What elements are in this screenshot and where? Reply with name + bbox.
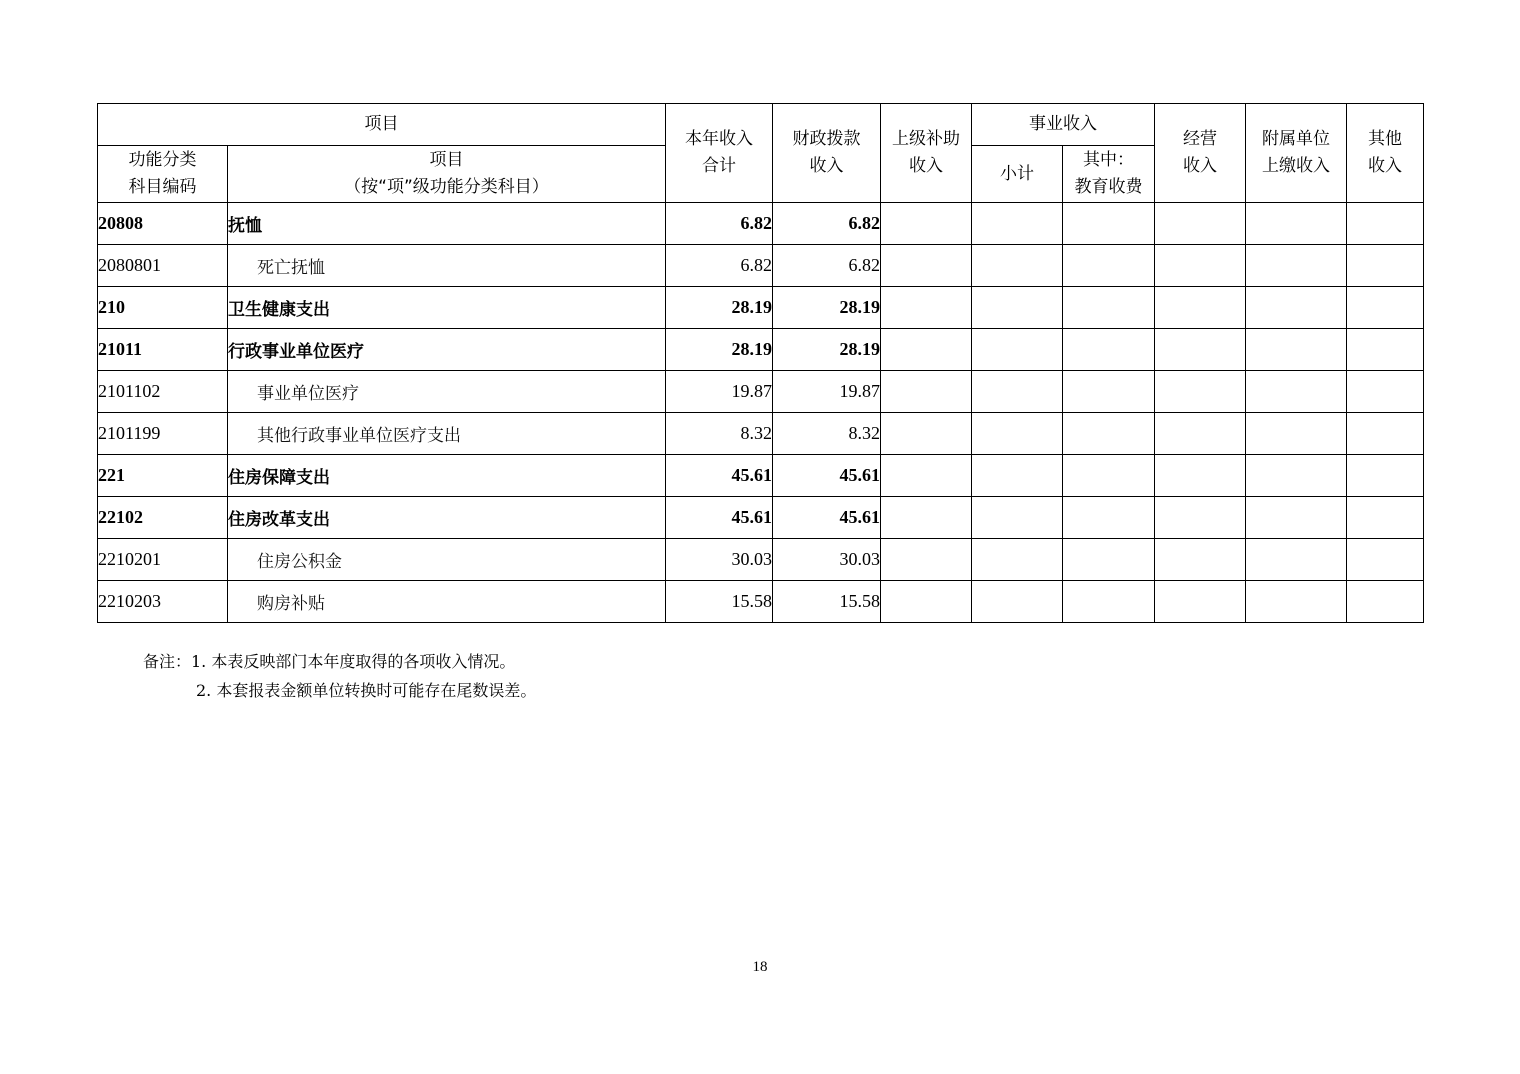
empty-cell xyxy=(1155,371,1246,413)
header-operating: 经营 收入 xyxy=(1155,104,1246,203)
empty-cell xyxy=(1063,539,1155,581)
row-code: 2210201 xyxy=(98,539,228,581)
empty-cell xyxy=(972,329,1063,371)
empty-cell xyxy=(972,581,1063,623)
table-row xyxy=(98,329,1424,371)
row-total: 8.32 xyxy=(666,413,773,455)
income-table xyxy=(97,103,1424,623)
row-name: 死亡抚恤 xyxy=(228,245,666,287)
empty-cell xyxy=(1246,329,1347,371)
empty-cell xyxy=(1347,413,1424,455)
table-row xyxy=(98,245,1424,287)
empty-cell xyxy=(1347,287,1424,329)
empty-cell xyxy=(1246,371,1347,413)
header-education: 其中： 教育收费 xyxy=(1063,146,1155,203)
row-total: 28.19 xyxy=(666,287,773,329)
empty-cell xyxy=(881,455,972,497)
row-name: 住房保障支出 xyxy=(228,455,666,497)
empty-cell xyxy=(1063,203,1155,245)
empty-cell xyxy=(881,497,972,539)
header-total: 本年收入 合计 xyxy=(666,104,773,203)
table-row xyxy=(98,413,1424,455)
empty-cell xyxy=(881,287,972,329)
empty-cell xyxy=(1347,245,1424,287)
row-fiscal: 45.61 xyxy=(773,455,881,497)
empty-cell xyxy=(1347,371,1424,413)
empty-cell xyxy=(1347,497,1424,539)
page-number: 18 xyxy=(752,959,768,975)
empty-cell xyxy=(972,203,1063,245)
empty-cell xyxy=(972,287,1063,329)
table-row xyxy=(98,497,1424,539)
row-code: 210 xyxy=(98,287,228,329)
row-fiscal: 6.82 xyxy=(773,245,881,287)
empty-cell xyxy=(972,413,1063,455)
row-total: 15.58 xyxy=(666,581,773,623)
empty-cell xyxy=(1063,497,1155,539)
empty-cell xyxy=(1246,203,1347,245)
row-total: 19.87 xyxy=(666,371,773,413)
empty-cell xyxy=(972,497,1063,539)
note-line-1: 备注：1. 本表反映部门本年度取得的各项收入情况。 xyxy=(143,652,516,671)
header-project: 项目 xyxy=(98,104,666,146)
table-row xyxy=(98,371,1424,413)
empty-cell xyxy=(881,203,972,245)
row-total: 45.61 xyxy=(666,497,773,539)
row-total: 6.82 xyxy=(666,203,773,245)
empty-cell xyxy=(881,371,972,413)
empty-cell xyxy=(1155,287,1246,329)
row-total: 45.61 xyxy=(666,455,773,497)
empty-cell xyxy=(1347,203,1424,245)
header-other: 其他 收入 xyxy=(1347,104,1424,203)
row-fiscal: 28.19 xyxy=(773,329,881,371)
row-name: 住房公积金 xyxy=(228,539,666,581)
row-fiscal: 8.32 xyxy=(773,413,881,455)
empty-cell xyxy=(1246,287,1347,329)
empty-cell xyxy=(1246,245,1347,287)
empty-cell xyxy=(881,329,972,371)
row-total: 6.82 xyxy=(666,245,773,287)
row-fiscal: 19.87 xyxy=(773,371,881,413)
row-fiscal: 30.03 xyxy=(773,539,881,581)
row-name: 抚恤 xyxy=(228,203,666,245)
empty-cell xyxy=(972,371,1063,413)
empty-cell xyxy=(1063,455,1155,497)
row-code: 2101199 xyxy=(98,413,228,455)
empty-cell xyxy=(1347,581,1424,623)
header-business: 事业收入 xyxy=(972,104,1155,146)
row-name: 其他行政事业单位医疗支出 xyxy=(228,413,666,455)
row-code: 22102 xyxy=(98,497,228,539)
header-fiscal: 财政拨款 收入 xyxy=(773,104,881,203)
empty-cell xyxy=(1246,455,1347,497)
row-code: 2080801 xyxy=(98,245,228,287)
empty-cell xyxy=(1155,455,1246,497)
header-item: 项目 （按“项”级功能分类科目） xyxy=(228,146,666,203)
empty-cell xyxy=(881,245,972,287)
empty-cell xyxy=(1063,329,1155,371)
row-fiscal: 45.61 xyxy=(773,497,881,539)
row-name: 行政事业单位医疗 xyxy=(228,329,666,371)
notes xyxy=(143,647,536,705)
empty-cell xyxy=(1347,455,1424,497)
table-row xyxy=(98,203,1424,245)
row-name: 住房改革支出 xyxy=(228,497,666,539)
table-row xyxy=(98,287,1424,329)
empty-cell xyxy=(1155,203,1246,245)
note-line-2: 2. 本套报表金额单位转换时可能存在尾数误差。 xyxy=(196,681,537,700)
empty-cell xyxy=(881,413,972,455)
empty-cell xyxy=(1246,413,1347,455)
header-code: 功能分类 科目编码 xyxy=(98,146,228,203)
row-code: 2101102 xyxy=(98,371,228,413)
empty-cell xyxy=(1063,287,1155,329)
row-fiscal: 6.82 xyxy=(773,203,881,245)
empty-cell xyxy=(1063,413,1155,455)
row-code: 2210203 xyxy=(98,581,228,623)
empty-cell xyxy=(1347,539,1424,581)
header-affiliated: 附属单位 上缴收入 xyxy=(1246,104,1347,203)
empty-cell xyxy=(1155,413,1246,455)
empty-cell xyxy=(1063,371,1155,413)
row-code: 21011 xyxy=(98,329,228,371)
empty-cell xyxy=(1063,245,1155,287)
row-code: 20808 xyxy=(98,203,228,245)
row-fiscal: 28.19 xyxy=(773,287,881,329)
row-name: 卫生健康支出 xyxy=(228,287,666,329)
empty-cell xyxy=(972,455,1063,497)
empty-cell xyxy=(1155,539,1246,581)
row-name: 购房补贴 xyxy=(228,581,666,623)
row-name: 事业单位医疗 xyxy=(228,371,666,413)
empty-cell xyxy=(881,539,972,581)
table-row xyxy=(98,455,1424,497)
empty-cell xyxy=(972,539,1063,581)
empty-cell xyxy=(972,245,1063,287)
empty-cell xyxy=(1347,329,1424,371)
table-header xyxy=(98,104,1424,203)
table-row xyxy=(98,581,1424,623)
empty-cell xyxy=(1155,497,1246,539)
row-fiscal: 15.58 xyxy=(773,581,881,623)
row-total: 30.03 xyxy=(666,539,773,581)
empty-cell xyxy=(1155,329,1246,371)
table-body xyxy=(98,203,1424,623)
empty-cell xyxy=(1155,581,1246,623)
empty-cell xyxy=(1063,581,1155,623)
header-subtotal: 小计 xyxy=(972,146,1063,203)
empty-cell xyxy=(1246,497,1347,539)
empty-cell xyxy=(881,581,972,623)
header-superior: 上级补助 收入 xyxy=(881,104,972,203)
empty-cell xyxy=(1246,539,1347,581)
empty-cell xyxy=(1155,245,1246,287)
row-total: 28.19 xyxy=(666,329,773,371)
row-code: 221 xyxy=(98,455,228,497)
empty-cell xyxy=(1246,581,1347,623)
table-row xyxy=(98,539,1424,581)
